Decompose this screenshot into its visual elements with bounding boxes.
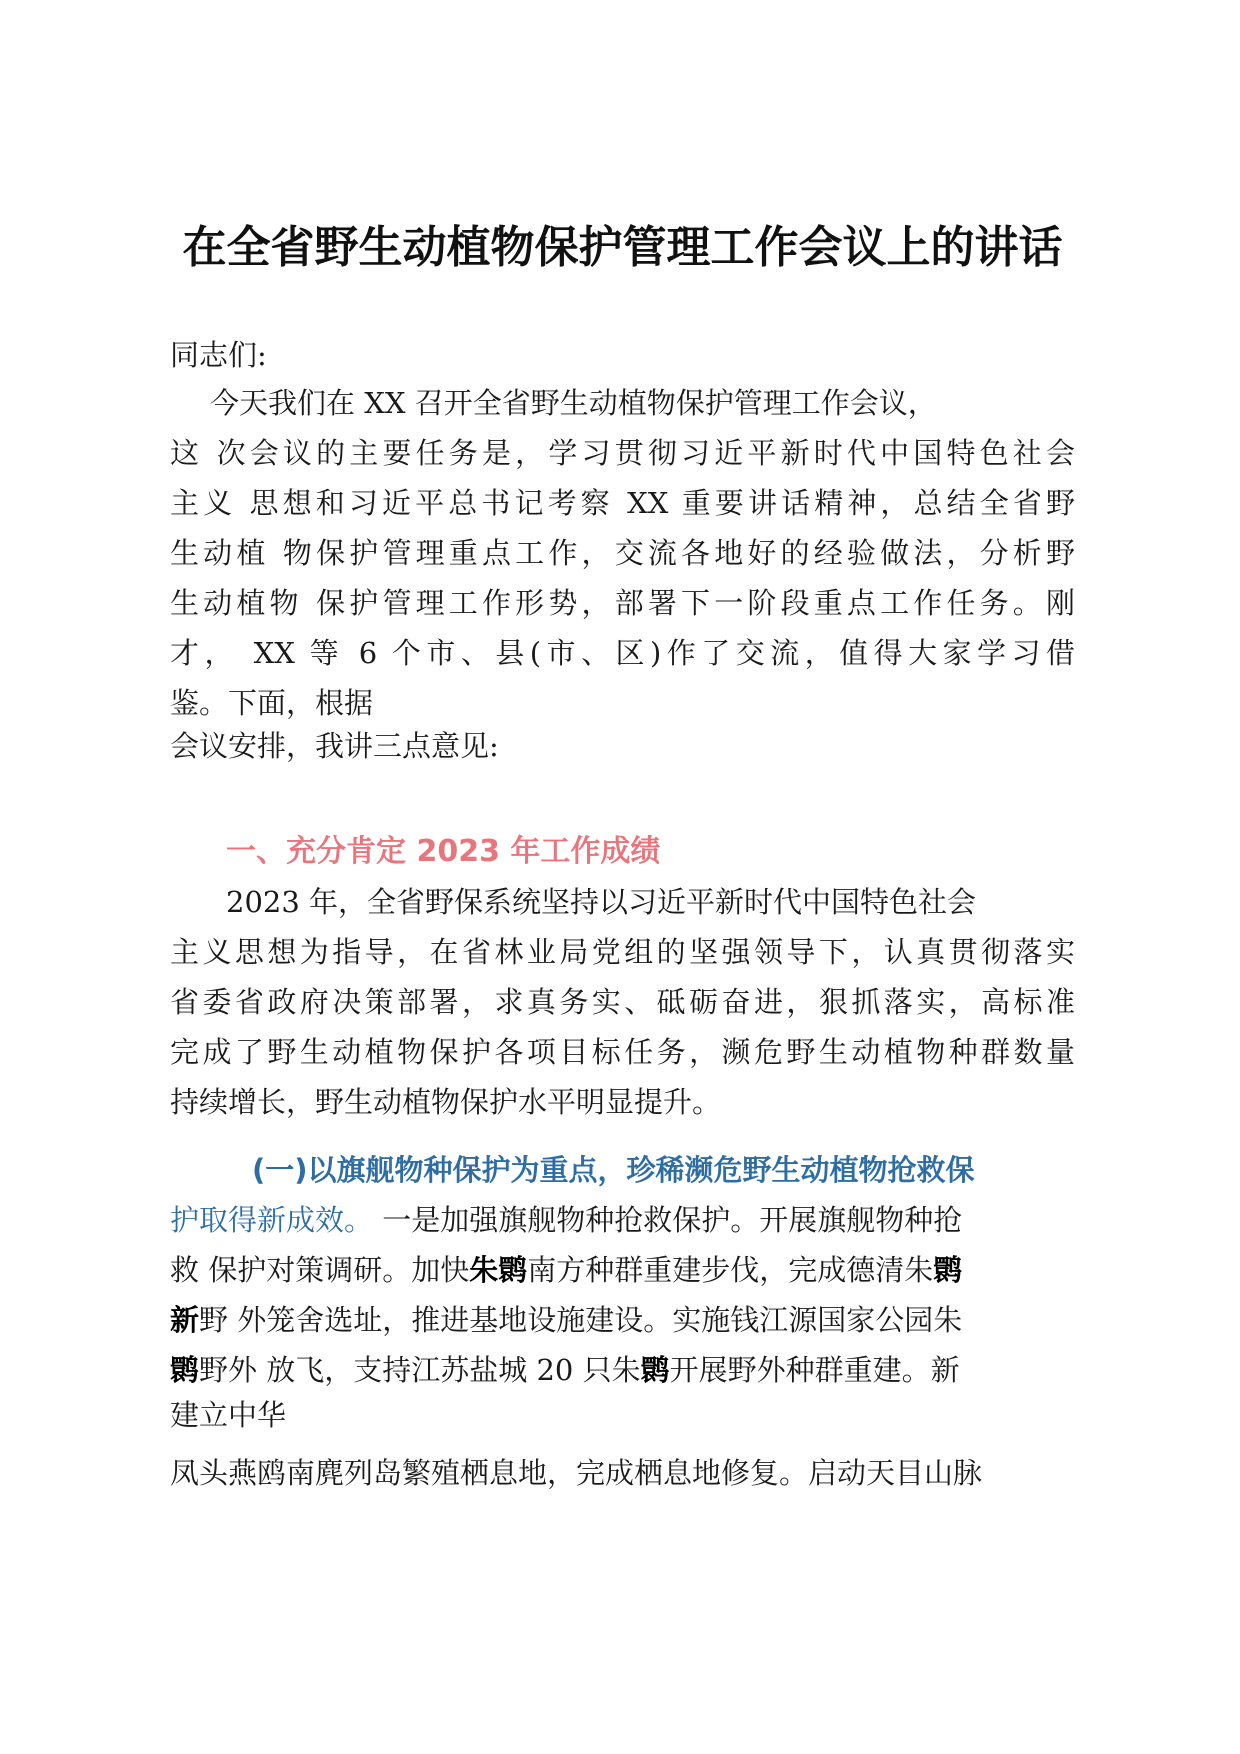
highlight-ibis-char: 鹮 xyxy=(933,1253,963,1287)
highlight-ibis-char: 鹮 xyxy=(170,1353,200,1387)
intro-line-4: 生动植 物保护管理重点工作，交流各地好的经验做法，分析野 xyxy=(170,536,1075,570)
subsection-heading-1-cont: 护取得新成效。 xyxy=(170,1203,374,1237)
section1-line-4: 完成了野生动植物保护各项目标任务，濒危野生动植物种群数量 xyxy=(170,1035,1075,1069)
subsection1-line-4-text-b: 开展野外种群重建。新 xyxy=(669,1353,960,1387)
subsection1-line-4-text-a: 野外 放飞，支持江苏盐城 20 只朱 xyxy=(199,1353,641,1387)
subsection1-line-1-text: 一是加强旗舰物种抢救保护。开展旗舰物种抢 xyxy=(373,1203,963,1237)
intro-line-2: 这 次会议的主要任务是，学习贯彻习近平新时代中国特色社会 xyxy=(170,436,1075,470)
intro-line-6: 才， XX 等 6 个市、县(市、区)作了交流，值得大家学习借 xyxy=(170,636,1075,670)
intro-line-7: 鉴。下面，根据 xyxy=(170,686,374,720)
subsection-heading-1: (一)以旗舰物种保护为重点，珍稀濒危野生动植物抢救保 xyxy=(252,1153,975,1187)
document-title: 在全省野生动植物保护管理工作会议上的讲话 xyxy=(182,222,1063,273)
highlight-crested-ibis: 朱鹮 xyxy=(469,1253,528,1287)
subsection1-line-4 xyxy=(170,1350,960,1390)
subsection1-line-2 xyxy=(170,1250,962,1290)
subsection1-line-2-text-b: 南方种群重建步伐，完成德清朱 xyxy=(527,1253,934,1287)
intro-line-8: 会议安排，我讲三点意见: xyxy=(170,729,499,763)
intro-line-1: 今天我们在 XX 召开全省野生动植物保护管理工作会议， xyxy=(210,386,937,420)
subsection1-line-3-text: 野 外笼舍选址，推进基地设施建设。实施钱江源国家公园朱 xyxy=(199,1303,963,1337)
intro-line-3: 主义 思想和习近平总书记考察 XX 重要讲话精神，总结全省野 xyxy=(170,486,1075,520)
intro-line-5: 生动植物 保护管理工作形势，部署下一阶段重点工作任务。刚 xyxy=(170,586,1075,620)
greeting: 同志们: xyxy=(170,338,267,372)
subsection1-line-6: 凤头燕鸥南麂列岛繁殖栖息地，完成栖息地修复。启动天目山脉 xyxy=(170,1456,983,1490)
section1-line-5: 持续增长，野生动植物保护水平明显提升。 xyxy=(170,1085,722,1119)
subsection1-line-1 xyxy=(170,1200,962,1240)
section1-line-2: 主义思想为指导，在省林业局党组的坚强领导下，认真贯彻落实 xyxy=(170,935,1075,969)
subsection1-line-2-text-a: 救 保护对策调研。加快 xyxy=(170,1253,470,1287)
highlight-new-char: 新 xyxy=(170,1303,200,1337)
section1-line-1: 2023 年，全省野保系统坚持以习近平新时代中国特色社会 xyxy=(226,885,977,919)
document-page xyxy=(170,0,1075,1754)
highlight-ibis-char: 鹮 xyxy=(640,1353,670,1387)
section1-line-3: 省委省政府决策部署，求真务实、砥砺奋进，狠抓落实，高标准 xyxy=(170,985,1075,1019)
section-heading-1: 一、充分肯定 2023 年工作成绩 xyxy=(226,834,661,869)
subsection1-line-5: 建立中华 xyxy=(170,1398,287,1432)
subsection1-line-3 xyxy=(170,1300,962,1340)
